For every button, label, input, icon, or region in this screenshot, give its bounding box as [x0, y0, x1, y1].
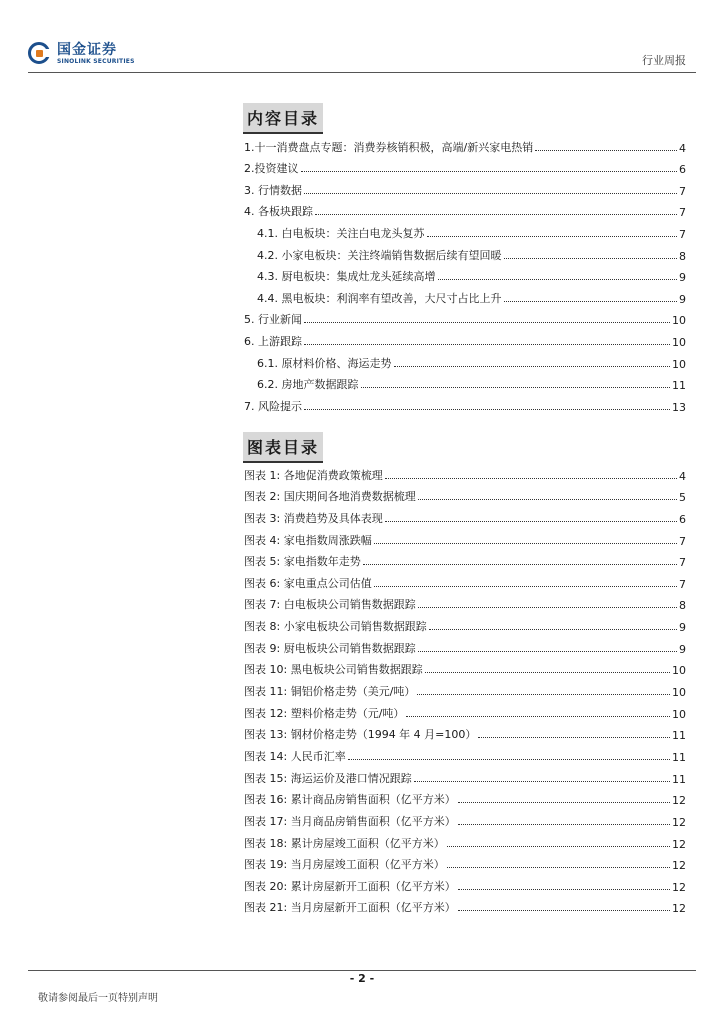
figure-entry-title: 图表 2: 国庆期间各地消费数据梳理: [244, 490, 416, 504]
figure-entry-title: 图表 8: 小家电板块公司销售数据跟踪: [244, 620, 427, 634]
contents-entry-title: 4.3. 厨电板块：集成灶龙头延续高增: [257, 270, 436, 284]
figure-entry[interactable]: [244, 548, 686, 570]
dot-leader: [385, 520, 677, 522]
contents-title: 内容目录: [243, 103, 323, 134]
contents-entry-page: 7: [679, 227, 686, 241]
dot-leader: [304, 408, 670, 410]
contents-entry-page: 11: [672, 379, 686, 393]
figure-entry-page: 11: [672, 750, 686, 764]
figure-entry-title: 图表 19: 当月房屋竣工面积（亿平方米）: [244, 858, 445, 872]
contents-entry[interactable]: [244, 349, 686, 371]
dot-leader: [417, 693, 670, 695]
contents-entry-page: 10: [672, 314, 686, 328]
dot-leader: [361, 386, 671, 388]
figure-entry[interactable]: [244, 504, 686, 526]
dot-leader: [458, 801, 670, 803]
contents-entry[interactable]: [244, 263, 686, 285]
dot-leader: [348, 758, 670, 760]
dot-leader: [447, 866, 670, 868]
figure-entry-page: 12: [672, 880, 686, 894]
figure-entry[interactable]: [244, 699, 686, 721]
dot-leader: [458, 823, 670, 825]
figure-entry[interactable]: [244, 612, 686, 634]
figure-entry-page: 11: [672, 729, 686, 743]
contents-entry-page: 6: [679, 163, 686, 177]
figure-entry-page: 4: [679, 469, 686, 483]
contents-entry-page: 13: [672, 400, 686, 414]
dot-leader: [478, 736, 670, 738]
figure-entry[interactable]: [244, 894, 686, 916]
figure-entry-page: 12: [672, 815, 686, 829]
dot-leader: [458, 888, 670, 890]
figure-entry[interactable]: [244, 483, 686, 505]
header-divider: [28, 72, 696, 73]
dot-leader: [301, 170, 678, 172]
figure-entry[interactable]: [244, 829, 686, 851]
dot-leader: [304, 321, 670, 323]
dot-leader: [304, 343, 670, 345]
contents-entry[interactable]: [244, 392, 686, 414]
contents-entry-title: 7. 风险提示: [244, 399, 302, 413]
contents-entry-title: 3. 行情数据: [244, 183, 302, 197]
figure-entry-page: 10: [672, 707, 686, 721]
contents-entry[interactable]: [244, 155, 686, 177]
contents-entry-title: 6. 上游跟踪: [244, 334, 302, 348]
figure-entry-page: 10: [672, 664, 686, 678]
contents-entry[interactable]: [244, 133, 686, 155]
figure-entry-page: 11: [672, 772, 686, 786]
contents-list: [244, 133, 686, 414]
figure-entry[interactable]: [244, 526, 686, 548]
dot-leader: [504, 300, 678, 302]
figure-entry-page: 12: [672, 902, 686, 916]
figure-entry-page: 8: [679, 599, 686, 613]
dot-leader: [418, 498, 677, 500]
dot-leader: [394, 365, 671, 367]
figures-title: 图表目录: [243, 432, 323, 463]
dot-leader: [374, 542, 677, 544]
contents-entry[interactable]: [244, 198, 686, 220]
dot-leader: [447, 845, 670, 847]
contents-entry-title: 6.1. 原材料价格、海运走势: [257, 356, 392, 370]
contents-entry-title: 2.投资建议: [244, 162, 299, 176]
figure-entry-page: 12: [672, 837, 686, 851]
figure-entry[interactable]: [244, 677, 686, 699]
contents-entry-page: 4: [679, 141, 686, 155]
figure-entry[interactable]: [244, 656, 686, 678]
dot-leader: [418, 650, 677, 652]
figure-entry-title: 图表 9: 厨电板块公司销售数据跟踪: [244, 641, 416, 655]
figure-entry-title: 图表 6: 家电重点公司估值: [244, 576, 372, 590]
report-type-label: 行业周报: [642, 54, 686, 67]
figure-entry[interactable]: [244, 807, 686, 829]
figure-entry-page: 6: [679, 512, 686, 526]
figure-entry[interactable]: [244, 591, 686, 613]
figure-entry-page: 10: [672, 686, 686, 700]
figure-entry-title: 图表 5: 家电指数年走势: [244, 555, 361, 569]
figure-entry[interactable]: [244, 786, 686, 808]
figure-entry[interactable]: [244, 851, 686, 873]
dot-leader: [425, 671, 670, 673]
figure-entry-page: 7: [679, 556, 686, 570]
contents-entry[interactable]: [244, 241, 686, 263]
dot-leader: [406, 715, 670, 717]
contents-entry-title: 5. 行业新闻: [244, 313, 302, 327]
figures-list: [244, 461, 686, 915]
dot-leader: [438, 278, 678, 280]
contents-entry-title: 4. 各板块跟踪: [244, 205, 313, 219]
dot-leader: [535, 149, 677, 151]
figure-entry-title: 图表 10: 黑电板块公司销售数据跟踪: [244, 663, 423, 677]
contents-entry-title: 4.1. 白电板块：关注白电龙头复苏: [257, 226, 425, 240]
figure-entry-title: 图表 18: 累计房屋竣工面积（亿平方米）: [244, 836, 445, 850]
figure-entry-title: 图表 20: 累计房屋新开工面积（亿平方米）: [244, 879, 456, 893]
contents-entry[interactable]: [244, 306, 686, 328]
figure-entry-title: 图表 12: 塑料价格走势（元/吨）: [244, 706, 405, 720]
figure-entry-page: 7: [679, 534, 686, 548]
dot-leader: [427, 235, 678, 237]
contents-entry-page: 7: [679, 184, 686, 198]
contents-entry[interactable]: [244, 284, 686, 306]
dot-leader: [315, 213, 677, 215]
contents-entry-title: 4.2. 小家电板块：关注终端销售数据后续有望回暖: [257, 248, 502, 262]
contents-entry[interactable]: [244, 176, 686, 198]
figure-entry-page: 12: [672, 859, 686, 873]
contents-entry-page: 8: [679, 249, 686, 263]
dot-leader: [504, 257, 678, 259]
figure-entry[interactable]: [244, 764, 686, 786]
page-header: [0, 0, 724, 70]
dot-leader: [429, 628, 677, 630]
figure-entry-title: 图表 15: 海运运价及港口情况跟踪: [244, 771, 412, 785]
contents-entry-page: 9: [679, 271, 686, 285]
figure-entry[interactable]: [244, 742, 686, 764]
company-logo: [28, 40, 135, 68]
dot-leader: [418, 606, 677, 608]
sinolink-logo-icon: [28, 42, 52, 66]
figure-entry[interactable]: [244, 872, 686, 894]
contents-entry-page: 10: [672, 357, 686, 371]
figure-entry-title: 图表 13: 钢材价格走势（1994 年 4 月=100）: [244, 728, 477, 742]
figure-entry[interactable]: [244, 634, 686, 656]
contents-entry[interactable]: [244, 219, 686, 241]
dot-leader: [374, 585, 677, 587]
contents-entry-title: 1.十一消费盘点专题：消费券核销积极，高端/新兴家电热销: [244, 140, 534, 154]
figure-entry-title: 图表 17: 当月商品房销售面积（亿平方米）: [244, 814, 456, 828]
dot-leader: [304, 192, 677, 194]
figure-entry-title: 图表 16: 累计商品房销售面积（亿平方米）: [244, 793, 456, 807]
contents-entry-title: 4.4. 黑电板块：利润率有望改善，大尺寸占比上升: [257, 291, 502, 305]
figure-entry-title: 图表 21: 当月房屋新开工面积（亿平方米）: [244, 901, 456, 915]
footer-divider: [28, 970, 696, 971]
figure-entry-page: 9: [679, 621, 686, 635]
logo-english-name: SINOLINK SECURITIES: [57, 58, 135, 65]
dot-leader: [458, 909, 670, 911]
figure-entry-title: 图表 11: 铜铝价格走势（美元/吨）: [244, 685, 416, 699]
contents-entry-page: 10: [672, 335, 686, 349]
figure-entry-title: 图表 4: 家电指数周涨跌幅: [244, 533, 372, 547]
page-number: - 2 -: [349, 972, 375, 985]
figure-entry[interactable]: [244, 461, 686, 483]
disclaimer-text: 敬请参阅最后一页特别声明: [38, 993, 158, 1004]
dot-leader: [363, 563, 677, 565]
contents-entry[interactable]: [244, 371, 686, 393]
figure-entry-page: 7: [679, 577, 686, 591]
dot-leader: [414, 780, 670, 782]
figure-entry-page: 9: [679, 642, 686, 656]
dot-leader: [385, 477, 677, 479]
figure-entry-title: 图表 14: 人民币汇率: [244, 749, 346, 763]
figure-entry[interactable]: [244, 721, 686, 743]
figure-entry-page: 12: [672, 794, 686, 808]
contents-entry-title: 6.2. 房地产数据跟踪: [257, 378, 359, 392]
figure-entry-title: 图表 7: 白电板块公司销售数据跟踪: [244, 598, 416, 612]
contents-entry-page: 9: [679, 292, 686, 306]
figure-entry[interactable]: [244, 569, 686, 591]
figure-entry-title: 图表 1: 各地促消费政策梳理: [244, 468, 383, 482]
contents-entry[interactable]: [244, 327, 686, 349]
figure-entry-title: 图表 3: 消费趋势及具体表现: [244, 511, 383, 525]
contents-entry-page: 7: [679, 206, 686, 220]
logo-chinese-name: 国金证券: [57, 42, 117, 58]
figure-entry-page: 5: [679, 491, 686, 505]
